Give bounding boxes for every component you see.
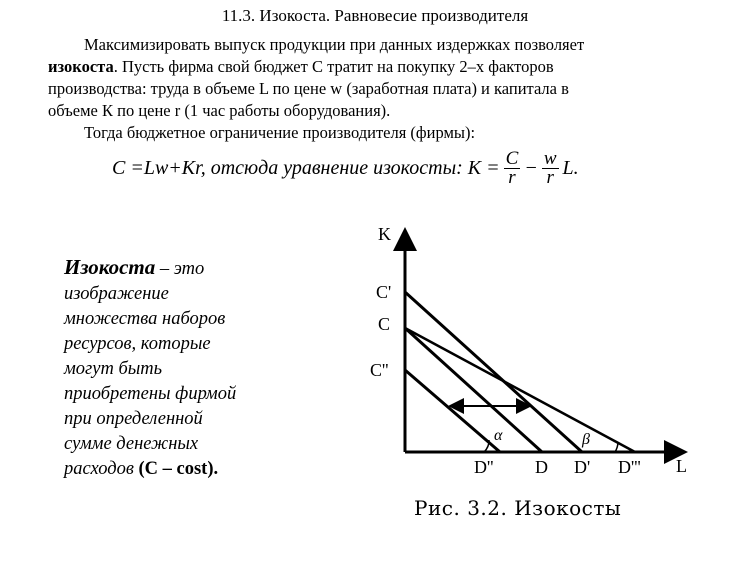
frac1-denominator: r xyxy=(508,167,516,188)
definition-line: множества наборов xyxy=(64,309,226,329)
isocost-graph xyxy=(360,220,700,485)
intro-line-5: Тогда бюджетное ограничение производителя (фирмы): xyxy=(84,123,476,142)
intro-paragraph xyxy=(48,34,696,144)
intro-line-2-rest: . Пусть фирма свой бюджет С тратит на покупку 2–х факторов xyxy=(113,57,554,76)
definition-line: изображение xyxy=(64,284,169,304)
definition-line: сумме денежных xyxy=(64,434,199,454)
angle-beta-label: β xyxy=(582,431,590,448)
k-axis-label: K xyxy=(378,224,391,244)
formula-left: С =Lw+Kr, отсюда уравнение изокосты: K = xyxy=(112,157,500,179)
tick-d: D xyxy=(535,457,548,477)
tick-d-triple-prime: D''' xyxy=(618,457,641,477)
section-heading: 11.3. Изокоста. Равновесие производителя xyxy=(221,6,529,25)
tick-c: C xyxy=(378,314,391,334)
frac2-numerator: w xyxy=(543,148,557,169)
formula-minus: − xyxy=(524,157,538,179)
intro-line-4: объеме К по цене r (1 час работы оборудования). xyxy=(48,101,391,120)
definition-line: могут быть xyxy=(64,359,163,379)
tick-c-prime: C' xyxy=(376,282,392,302)
intro-line-1: Максимизировать выпуск продукции при данных издержках позволяет xyxy=(84,35,585,54)
figure-caption: Рис. 3.2. Изокосты xyxy=(414,496,622,520)
formula-tail: L. xyxy=(562,157,579,179)
intro-line-2 xyxy=(48,56,696,78)
definition-line-last xyxy=(64,457,284,482)
intro-line-3: производства: труда в объеме L по цене w (заработная плата) и капитала в xyxy=(48,79,569,98)
definition-last-prefix: расходов xyxy=(64,459,139,479)
tick-d-double-prime: D'' xyxy=(474,457,494,477)
formula-fraction-c-over-r xyxy=(504,150,521,187)
tick-d-prime: D' xyxy=(574,457,591,477)
tick-c-double-prime: C'' xyxy=(370,360,389,380)
isocost-line-c-double-prime xyxy=(405,370,500,452)
isocost-definition xyxy=(64,255,284,482)
definition-line: при определенной xyxy=(64,409,203,429)
definition-line-0 xyxy=(64,255,284,282)
isocost-formula xyxy=(112,150,579,187)
angle-alpha-label: α xyxy=(494,427,503,444)
definition-line: приобретены фирмой xyxy=(64,384,237,404)
frac1-numerator: C xyxy=(505,148,519,169)
frac2-denominator: r xyxy=(546,167,554,188)
definition-line: ресурсов, которые xyxy=(64,334,211,354)
l-axis-label: L xyxy=(676,456,687,476)
definition-term: Изокоста xyxy=(64,255,156,279)
term-izokosta: изокоста xyxy=(48,57,114,76)
definition-dash: – это xyxy=(155,259,205,279)
formula-fraction-w-over-r xyxy=(542,150,559,187)
definition-cost: (С – cost). xyxy=(138,459,219,479)
